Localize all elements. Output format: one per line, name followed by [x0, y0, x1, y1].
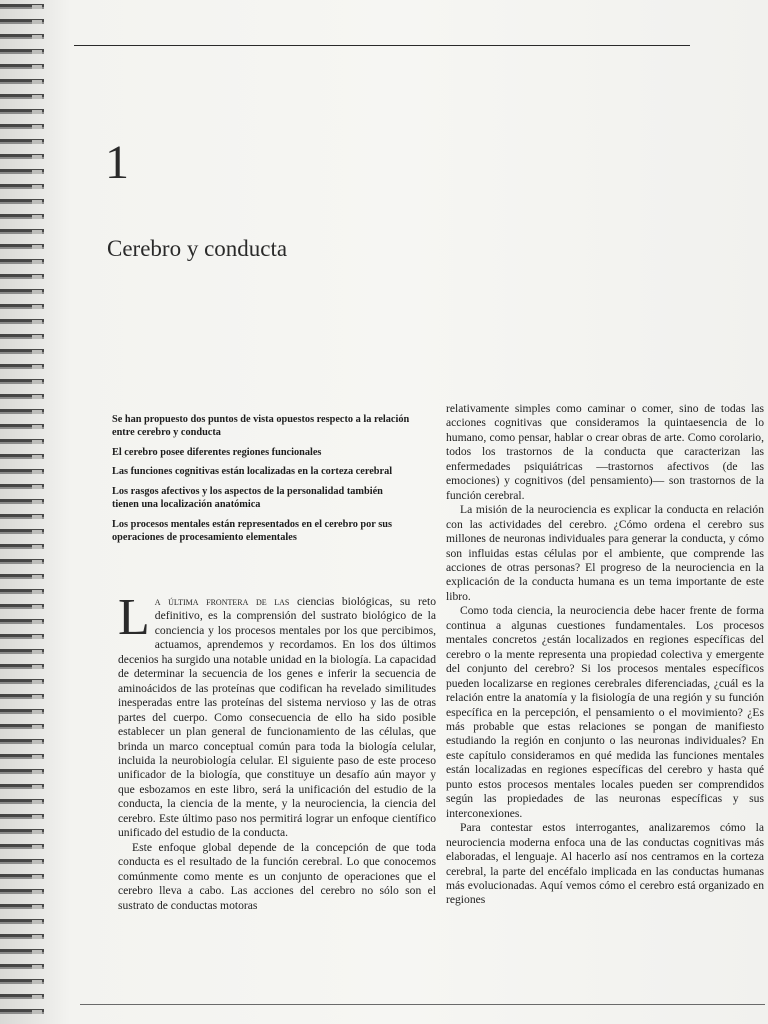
paragraph: relativamente simples como caminar o comer, sino de todas las acciones cognitivas que consideramos la quintaesencia de lo humano, como pensar, hablar o crear obras de arte. Como corolario, todos los trastornos de la conducta que caracterizan las enfermedades psiquiátricas —trastornos afectivos (de las emociones) y cognitivos (del pensamiento)— son trastornos de la función cerebral.	[446, 402, 764, 502]
outline-item: El cerebro posee diferentes regiones funcionales	[112, 446, 322, 458]
drop-cap: L	[118, 589, 150, 646]
paragraph	[118, 589, 436, 841]
paragraph: Este enfoque global depende de la concepción de que toda conducta es el resultado de la función cerebral. Lo que conocemos comúnmente como mente es un conjunto de operaciones que el cerebro lleva a cabo. Las acciones del cerebro no sólo son el sustrato de conductas motoras	[118, 840, 436, 912]
paragraph: La misión de la neurociencia es explicar la conducta en relación con las actividades del cerebro. ¿Cómo ordena el cerebro sus millones de neuronas individuales para generar la conducta, y cómo son influidas estas células por el ambiente, que comprende las acciones de otras personas? El progreso de la neurociencia en la explicación de la conducta humana es un tema importante de este libro.	[446, 503, 764, 603]
right-column	[446, 402, 764, 908]
page-edge-line	[80, 1004, 765, 1005]
left-column	[118, 589, 436, 913]
outline-item: Los rasgos afectivos y los aspectos de la personalidad también tienen una localización anatómica	[112, 486, 383, 510]
outline-item: Los procesos mentales están representados en el cerebro por sus operaciones de procesamiento elementales	[112, 518, 393, 543]
paragraph: Como toda ciencia, la neurociencia debe hacer frente de forma continua a algunas cuestiones fundamentales. Los procesos mentales concretos ¿están localizados en regiones específicas del cerebro o la mente representa una propiedad colectiva y emergente del conjunto del cerebro? Si los procesos mentales específicos pueden localizarse en regiones cerebrales diferenciadas, ¿cuál es la relación entre la anatomía y la fisiología de una región y su función específica en la percepción, el pensamiento o el movimiento? ¿Es más probable que estas relaciones se pongan de manifiesto estudiando la región en conjunto o las neuronas individuales? En este capítulo consideramos en qué medida las funciones mentales están localizadas en regiones específicas del cerebro y hasta qué punto estos procesos mentales locales pueden ser comprendidos según las propiedades de las neuronas específicas y sus interconexiones.	[446, 604, 764, 820]
chapter-number: 1	[105, 136, 129, 189]
binding-holes	[32, 0, 42, 1024]
outline-item: Se han propuesto dos puntos de vista opuestos respecto a la relación entre cerebro y conducta	[112, 414, 410, 438]
lead-in: a última frontera de las	[154, 595, 290, 608]
outline-item: Las funciones cognitivas están localizadas en la corteza cerebral	[112, 466, 393, 478]
paragraph-text: ciencias biológicas, su reto definitivo, es la comprensión del sustrato biológico de la conciencia y los procesos mentales por los que percibimos, actuamos, aprendemos y recordamos. En los dos últimos decenios ha surgido una notable unidad en la biología. La capacidad de determinar la secuencia de los genes e inferir la secuencia de aminoácidos de las proteínas que codifican ha revelado similitudes inesperadas entre las proteínas del sistema nervioso y las de otras partes del cuerpo. Como consecuencia de ello ha sido posible establecer un plan general de funcionamiento de las células, que brinda un marco conceptual común para toda la biología celular, incluida la neurobiología celular. El siguiente paso de este proceso unificador de la biología, que constituye un desafío aún mayor y que esbozamos en este libro, será la unificación del estudio de la conducta, la ciencia de la mente, y la neurociencia, la ciencia del cerebro. Este último paso nos permitirá lograr un enfoque científico unificado del estudio de la conducta.	[118, 595, 436, 840]
paragraph: Para contestar estos interrogantes, analizaremos cómo la neurociencia moderna enfoca una de las conductas cognitivas más elaboradas, el lenguaje. Al hacerlo así nos centramos en la corteza cerebral, la parte del encéfalo implicada en las conductas humanas más evolucionadas. Aquí vemos cómo el cerebro está organizado en regiones	[446, 821, 764, 907]
chapter-outline	[112, 414, 412, 551]
header-rule	[74, 45, 690, 46]
chapter-title: Cerebro y conducta	[107, 236, 288, 261]
